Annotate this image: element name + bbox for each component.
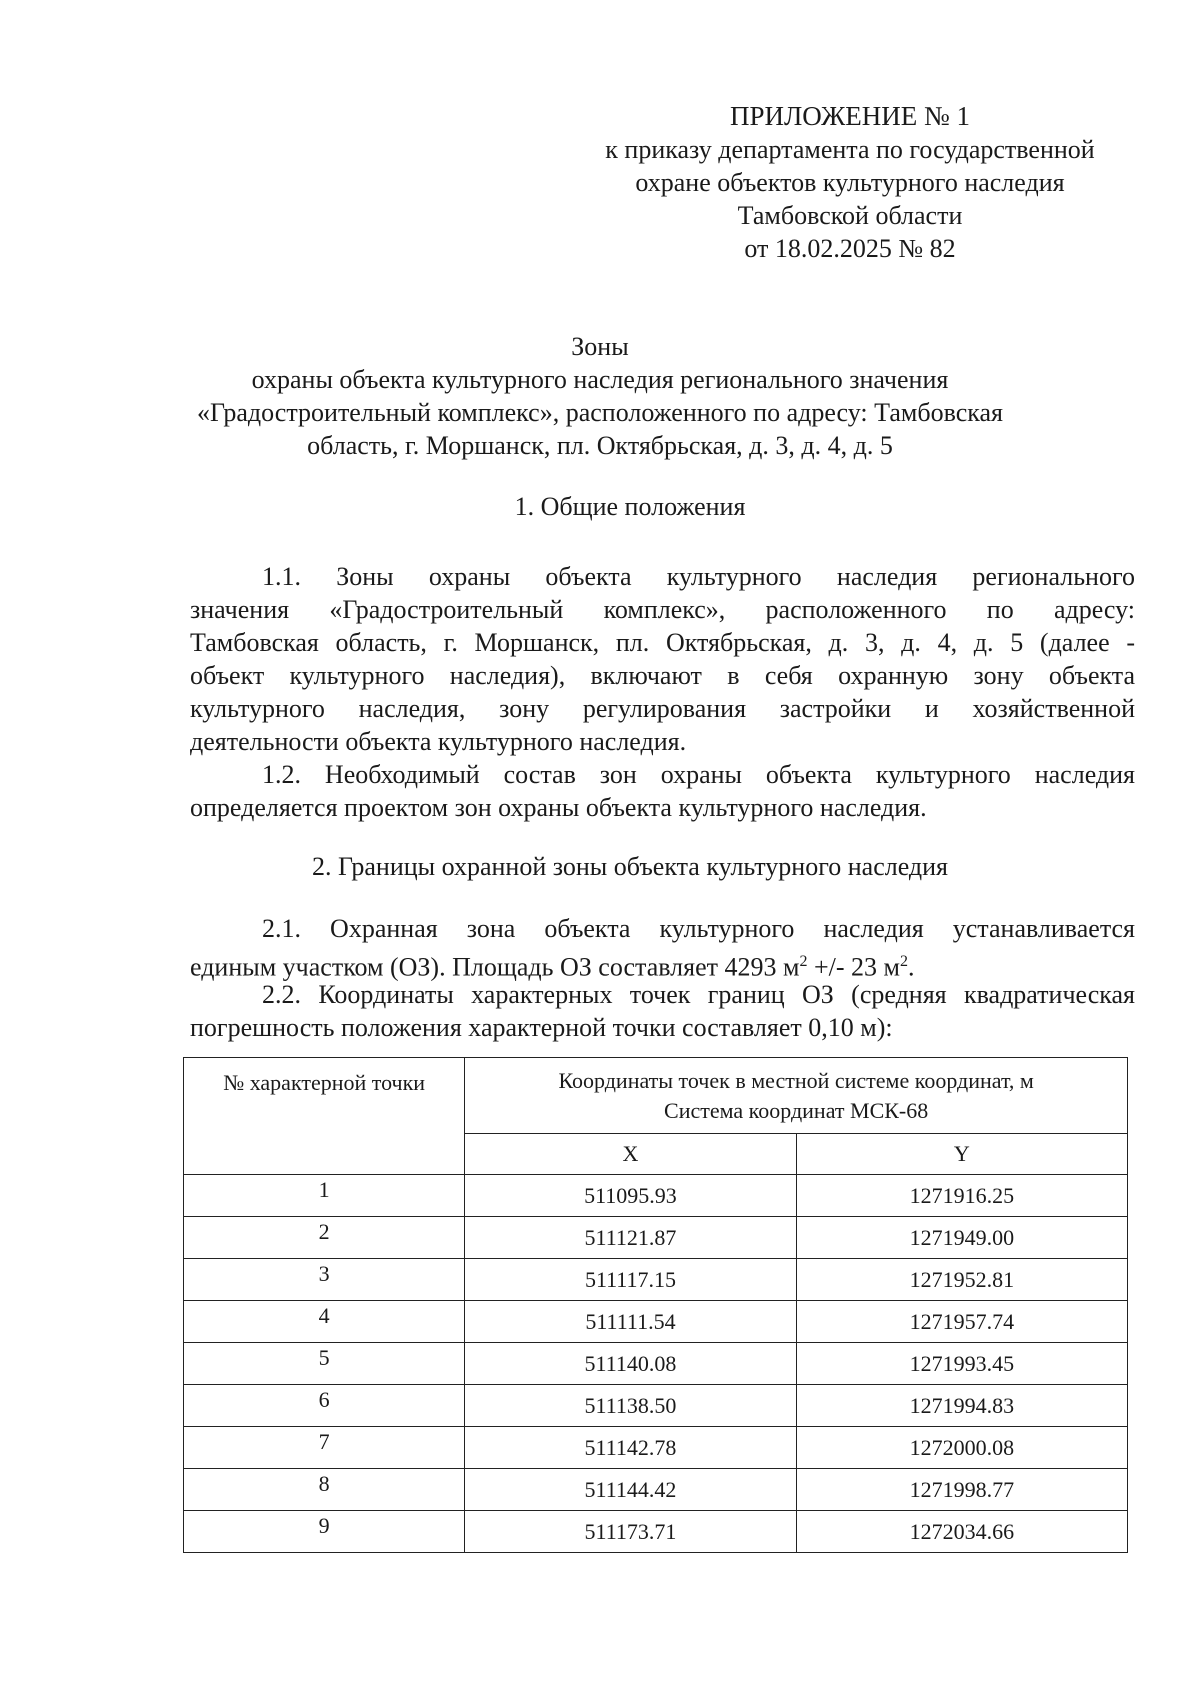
point-number-cell: 3	[184, 1259, 465, 1301]
column-header-point: № характерной точки	[184, 1058, 465, 1175]
column-header-system	[465, 1058, 1128, 1134]
x-coordinate-cell: 511144.42	[465, 1469, 796, 1511]
paragraph-text: 1.1. Зоны охраны объекта культурного наследия регионального	[262, 562, 1135, 591]
section-1-title: 1. Общие положения	[514, 492, 746, 521]
y-coordinate-cell: 1271916.25	[796, 1175, 1127, 1217]
x-coordinate-cell: 511140.08	[465, 1343, 796, 1385]
point-number-cell: 2	[184, 1217, 465, 1259]
y-coordinate-cell: 1271957.74	[796, 1301, 1127, 1343]
paragraph-1-1-cont	[190, 725, 1135, 758]
table-row	[184, 1259, 1128, 1301]
paragraph-1-1-cont	[190, 692, 1135, 725]
table-row	[184, 1343, 1128, 1385]
paragraph-line: культурного наследия, зону регулирования застройки и хозяйственной	[190, 694, 1135, 723]
point-number-cell: 8	[184, 1469, 465, 1511]
paragraph-2-1	[190, 912, 1135, 945]
paragraph-1-2-cont	[190, 791, 1135, 824]
appendix-line: к приказу департамента по государственной	[605, 135, 1095, 164]
appendix-header	[560, 100, 1140, 265]
superscript: 2	[799, 953, 808, 970]
point-number-cell: 4	[184, 1301, 465, 1343]
point-number-cell: 1	[184, 1175, 465, 1217]
table-row	[184, 1511, 1128, 1553]
paragraph-line	[190, 560, 1135, 593]
paragraph-text: 1.2. Необходимый состав зон охраны объекта культурного наследия	[262, 760, 1135, 789]
column-header-y: Y	[796, 1134, 1127, 1175]
table-header-row	[184, 1058, 1128, 1134]
point-number-cell: 7	[184, 1427, 465, 1469]
heading-line: область, г. Моршанск, пл. Октябрьская, д. 3, д. 4, д. 5	[307, 431, 893, 460]
system-line: Система координат МСК-68	[664, 1097, 929, 1123]
table-row	[184, 1469, 1128, 1511]
period: .	[907, 952, 915, 982]
paragraph-line	[190, 978, 1135, 1011]
y-coordinate-cell: 1271998.77	[796, 1469, 1127, 1511]
y-coordinate-cell: 1272034.66	[796, 1511, 1127, 1553]
paragraph-line: Тамбовская область, г. Моршанск, пл. Октябрьская, д. 3, д. 4, д. 5 (далее -	[190, 628, 1135, 657]
table-row	[184, 1385, 1128, 1427]
coordinates-table	[183, 1057, 1128, 1553]
document-heading	[160, 330, 1040, 462]
area-text: единым участком (ОЗ). Площадь ОЗ составляет 4293 м	[190, 952, 800, 982]
system-line: Координаты точек в местной системе координат, м	[558, 1067, 1034, 1093]
heading-line: «Градостроительный комплекс», расположенного по адресу: Тамбовская	[197, 398, 1003, 427]
paragraph-line	[190, 912, 1135, 945]
paragraph-line: погрешность положения характерной точки составляет 0,10 м):	[190, 1013, 893, 1042]
table-row	[184, 1217, 1128, 1259]
heading-line: Зоны	[571, 332, 629, 361]
x-coordinate-cell: 511111.54	[465, 1301, 796, 1343]
column-header-x: X	[465, 1134, 796, 1175]
paragraph-1-1-cont	[190, 593, 1135, 626]
table-row	[184, 1301, 1128, 1343]
appendix-line: охране объектов культурного наследия	[635, 168, 1065, 197]
point-number-cell: 6	[184, 1385, 465, 1427]
paragraph-text: 2.2. Координаты характерных точек границ ОЗ (средняя квадратическая	[262, 980, 1135, 1009]
paragraph-line: определяется проектом зон охраны объекта культурного наследия.	[190, 793, 927, 822]
point-number-cell: 9	[184, 1511, 465, 1553]
heading-line: охраны объекта культурного наследия регионального значения	[251, 365, 949, 394]
x-coordinate-cell: 511173.71	[465, 1511, 796, 1553]
paragraph-line	[190, 758, 1135, 791]
paragraph-line: значения «Градостроительный комплекс», расположенного по адресу:	[190, 595, 1135, 624]
x-coordinate-cell: 511142.78	[465, 1427, 796, 1469]
y-coordinate-cell: 1271994.83	[796, 1385, 1127, 1427]
paragraph-1-1	[190, 560, 1135, 593]
section-2-title: 2. Границы охранной зоны объекта культурного наследия	[311, 852, 949, 881]
superscript: 2	[899, 953, 908, 970]
tolerance-text: +/- 23 м	[807, 952, 900, 982]
x-coordinate-cell: 511138.50	[465, 1385, 796, 1427]
paragraph-text: 2.1. Охранная зона объекта культурного наследия устанавливается	[262, 914, 1135, 943]
paragraph-line: деятельности объекта культурного наследия.	[190, 727, 687, 756]
x-coordinate-cell: 511121.87	[465, 1217, 796, 1259]
appendix-date: от 18.02.2025 № 82	[744, 234, 956, 263]
x-coordinate-cell: 511117.15	[465, 1259, 796, 1301]
paragraph-2-2-cont	[190, 1011, 1135, 1044]
x-coordinate-cell: 511095.93	[465, 1175, 796, 1217]
paragraph-2-2	[190, 978, 1135, 1011]
paragraph-1-2	[190, 758, 1135, 791]
y-coordinate-cell: 1271949.00	[796, 1217, 1127, 1259]
y-coordinate-cell: 1271993.45	[796, 1343, 1127, 1385]
table-row	[184, 1175, 1128, 1217]
table-body	[184, 1175, 1128, 1553]
point-number-cell: 5	[184, 1343, 465, 1385]
table-row	[184, 1427, 1128, 1469]
appendix-title: ПРИЛОЖЕНИЕ № 1	[729, 101, 971, 131]
y-coordinate-cell: 1272000.08	[796, 1427, 1127, 1469]
paragraph-line: объект культурного наследия), включают в себя охранную зону объекта	[190, 661, 1135, 690]
y-coordinate-cell: 1271952.81	[796, 1259, 1127, 1301]
appendix-line: Тамбовской области	[737, 201, 963, 230]
paragraph-1-1-cont	[190, 659, 1135, 692]
paragraph-1-1-cont	[190, 626, 1135, 659]
